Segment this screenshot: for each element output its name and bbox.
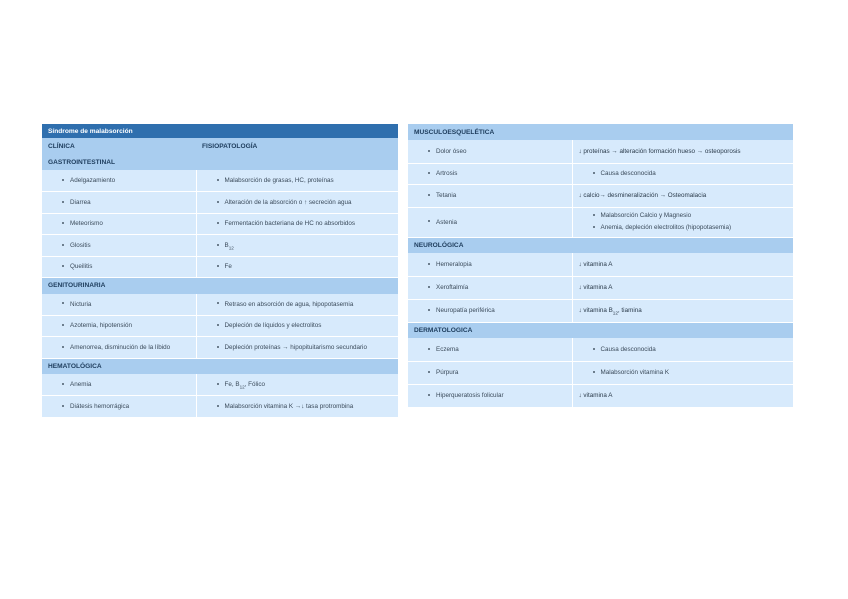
malabsorption-table-right — [408, 124, 793, 408]
fisio-subscript: 12 — [228, 245, 234, 250]
section-header-gastrointestinal: GASTROINTESTINAL — [42, 154, 398, 170]
fisio-cell: Malabsorción de grasas, HC, proteínas — [224, 177, 334, 184]
section-header-musculoesqueletica: MUSCULOESQUELÉTICA — [408, 124, 793, 140]
fisio-cell: Fe — [224, 263, 232, 271]
table-row — [42, 374, 398, 396]
clinica-cell: Diarrea — [70, 198, 91, 206]
fisio-cell: ↓ vitamina A — [578, 392, 613, 399]
fisio-cell: B — [224, 241, 229, 249]
clinica-cell: Astenia — [436, 218, 458, 226]
table-row — [408, 361, 793, 384]
fisio-cell-suffix: , Fólico — [244, 381, 265, 388]
table-row — [42, 294, 398, 316]
clinica-cell: Hemeralopia — [436, 260, 472, 268]
fisio-cell: Malabsorción vitamina K →↓ tasa protrombina — [224, 402, 354, 410]
table-row — [408, 253, 793, 276]
table-row — [42, 396, 398, 418]
clinica-cell: Hiperqueratosis folicular — [436, 392, 504, 399]
fisio-cell: ↓ proteínas → alteración formación hueso → osteoporosis — [578, 147, 741, 155]
clinica-cell: Amenorrea, disminución de la líbido — [70, 343, 171, 351]
fisio-cell-suffix: , tiamina — [617, 307, 642, 314]
table-row — [42, 235, 398, 257]
clinica-cell: Artrosis — [436, 170, 458, 177]
fisio-cell: Causa desconocida — [600, 170, 656, 177]
section-header-dermatologica: DERMATOLOGICA — [408, 322, 793, 338]
clinica-cell: Anemia — [70, 381, 92, 388]
clinica-cell: Meteorismo — [70, 220, 103, 228]
fisio-cell: ↓ vitamina A — [578, 260, 613, 268]
fisio-cell: ↓ vitamina B — [578, 307, 613, 314]
table-row — [408, 163, 793, 184]
table-row — [408, 276, 793, 299]
section-header-neurologica: NEUROLÓGICA — [408, 237, 793, 253]
table-row — [42, 315, 398, 337]
fisio-cell: Alteración de la absorción o ↑ secreción agua — [224, 198, 352, 206]
table-row — [408, 140, 793, 163]
fisio-cell: Depleción proteínas → hipopituitarismo secundario — [224, 343, 367, 351]
clinica-cell: Adelgazamiento — [70, 177, 116, 184]
fisio-cell: Fe, B — [224, 381, 240, 388]
clinica-cell: Queilitis — [70, 263, 93, 271]
table-row — [408, 184, 793, 207]
fisio-cell: Malabsorción vitamina K — [600, 369, 670, 376]
table-row — [42, 213, 398, 235]
fisio-cell: Fermentación bacteriana de HC no absorbidos — [224, 220, 356, 228]
fisio-subscript: 12 — [612, 310, 618, 316]
clinica-cell: Xeroftalmía — [436, 284, 469, 291]
clinica-cell: Eczema — [436, 345, 459, 353]
fisio-subscript: 12 — [239, 384, 245, 390]
clinica-cell: Glositis — [70, 241, 91, 249]
table-row — [408, 384, 793, 407]
fisio-item: Anemia, depleción electrolitos (hipopotasemia) — [600, 224, 732, 231]
fisio-cell: Depleción de líquidos y electrolitos — [224, 322, 322, 330]
clinica-cell: Tetania — [436, 192, 457, 199]
table-row — [42, 170, 398, 192]
clinica-cell: Dolor óseo — [436, 147, 467, 155]
column-header-fisiopatologia: FISIOPATOLOGÍA — [196, 138, 398, 154]
table-row — [408, 299, 793, 322]
fisio-cell: ↓ calcio→ desmineralización → Osteomalacia — [578, 192, 707, 199]
column-header-clinica: CLÍNICA — [42, 138, 196, 154]
section-header-genitourinaria: GENITOURINARIA — [42, 278, 398, 294]
clinica-cell: Neuropatía periférica — [436, 307, 495, 314]
fisio-cell: Retraso en absorción de agua, hipopotasemia — [224, 300, 354, 308]
table-row — [42, 337, 398, 359]
fisio-item: Malabsorción Calcio y Magnesio — [600, 212, 692, 219]
malabsorption-table-left — [42, 124, 398, 418]
fisio-cell: Causa desconocida — [600, 345, 656, 353]
clinica-cell: Púrpura — [436, 369, 459, 376]
section-header-hematologica: HEMATOLÓGICA — [42, 358, 398, 374]
clinica-cell: Azotemia, hipotensión — [70, 322, 132, 330]
clinica-cell: Diátesis hemorrágica — [70, 402, 130, 410]
table-title: Síndrome de malabsorción — [42, 124, 398, 138]
table-row — [42, 256, 398, 278]
fisio-cell: ↓ vitamina A — [578, 284, 613, 291]
table-row — [408, 338, 793, 361]
table-row — [42, 192, 398, 214]
table-row — [408, 207, 793, 237]
clinica-cell: Nicturia — [70, 300, 92, 308]
